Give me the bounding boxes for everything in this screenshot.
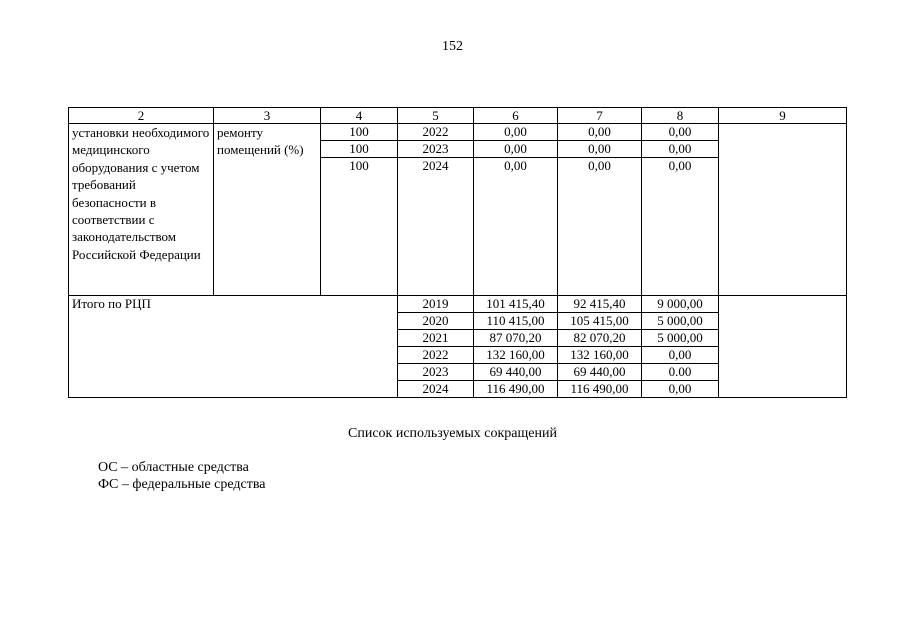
federal-amount: 0,00 [642,141,719,158]
total-amount: 87 070,20 [474,330,558,347]
total-amount: 116 490,00 [474,381,558,398]
total-label: Итого по РЦП [69,296,398,398]
table-row [69,296,847,313]
page-number: 152 [442,39,463,54]
federal-amount: 9 000,00 [642,296,719,313]
federal-amount: 5 000,00 [642,330,719,347]
regional-amount: 0,00 [558,158,642,296]
year-cell: 2022 [398,347,474,364]
target-value: 100 [321,124,398,141]
regional-amount: 69 440,00 [558,364,642,381]
federal-amount: 5 000,00 [642,313,719,330]
regional-amount: 92 415,40 [558,296,642,313]
total-amount: 0,00 [474,158,558,296]
federal-amount: 0,00 [642,347,719,364]
indicator-description: ремонту помещений (%) [214,124,321,296]
regional-amount: 132 160,00 [558,347,642,364]
regional-amount: 105 415,00 [558,313,642,330]
header-row [69,108,847,124]
federal-amount: 0.00 [642,364,719,381]
federal-amount: 0,00 [642,124,719,141]
federal-amount: 0,00 [642,381,719,398]
regional-amount: 116 490,00 [558,381,642,398]
year-cell: 2024 [398,158,474,296]
total-amount: 132 160,00 [474,347,558,364]
abbreviations-list [98,459,266,493]
abbreviation-item: ФС – федеральные средства [98,477,266,492]
target-value: 100 [321,141,398,158]
year-cell: 2020 [398,313,474,330]
year-cell: 2023 [398,141,474,158]
year-cell: 2024 [398,381,474,398]
total-amount: 101 415,40 [474,296,558,313]
header-cell: 5 [398,108,474,124]
target-value: 100 [321,158,398,296]
total-amount: 0,00 [474,141,558,158]
federal-amount: 0,00 [642,158,719,296]
measure-description: установки необходимого медицинского оборудования с учетом требований безопасности в соответствии с законодательством Российской Федерации [69,124,214,296]
abbreviations-title: Список используемых сокращений [348,426,557,441]
header-cell: 8 [642,108,719,124]
header-cell: 2 [69,108,214,124]
regional-amount: 0,00 [558,124,642,141]
year-cell: 2022 [398,124,474,141]
year-cell: 2021 [398,330,474,347]
abbreviation-item: ОС – областные средства [98,460,249,475]
total-amount: 69 440,00 [474,364,558,381]
year-cell: 2019 [398,296,474,313]
year-cell: 2023 [398,364,474,381]
header-cell: 9 [719,108,847,124]
header-cell: 6 [474,108,558,124]
table-row [69,124,847,141]
budget-table [68,107,847,398]
empty-cell [719,124,847,296]
regional-amount: 82 070,20 [558,330,642,347]
regional-amount: 0,00 [558,141,642,158]
header-cell: 7 [558,108,642,124]
header-cell: 4 [321,108,398,124]
total-amount: 0,00 [474,124,558,141]
empty-cell [719,296,847,398]
header-cell: 3 [214,108,321,124]
total-amount: 110 415,00 [474,313,558,330]
